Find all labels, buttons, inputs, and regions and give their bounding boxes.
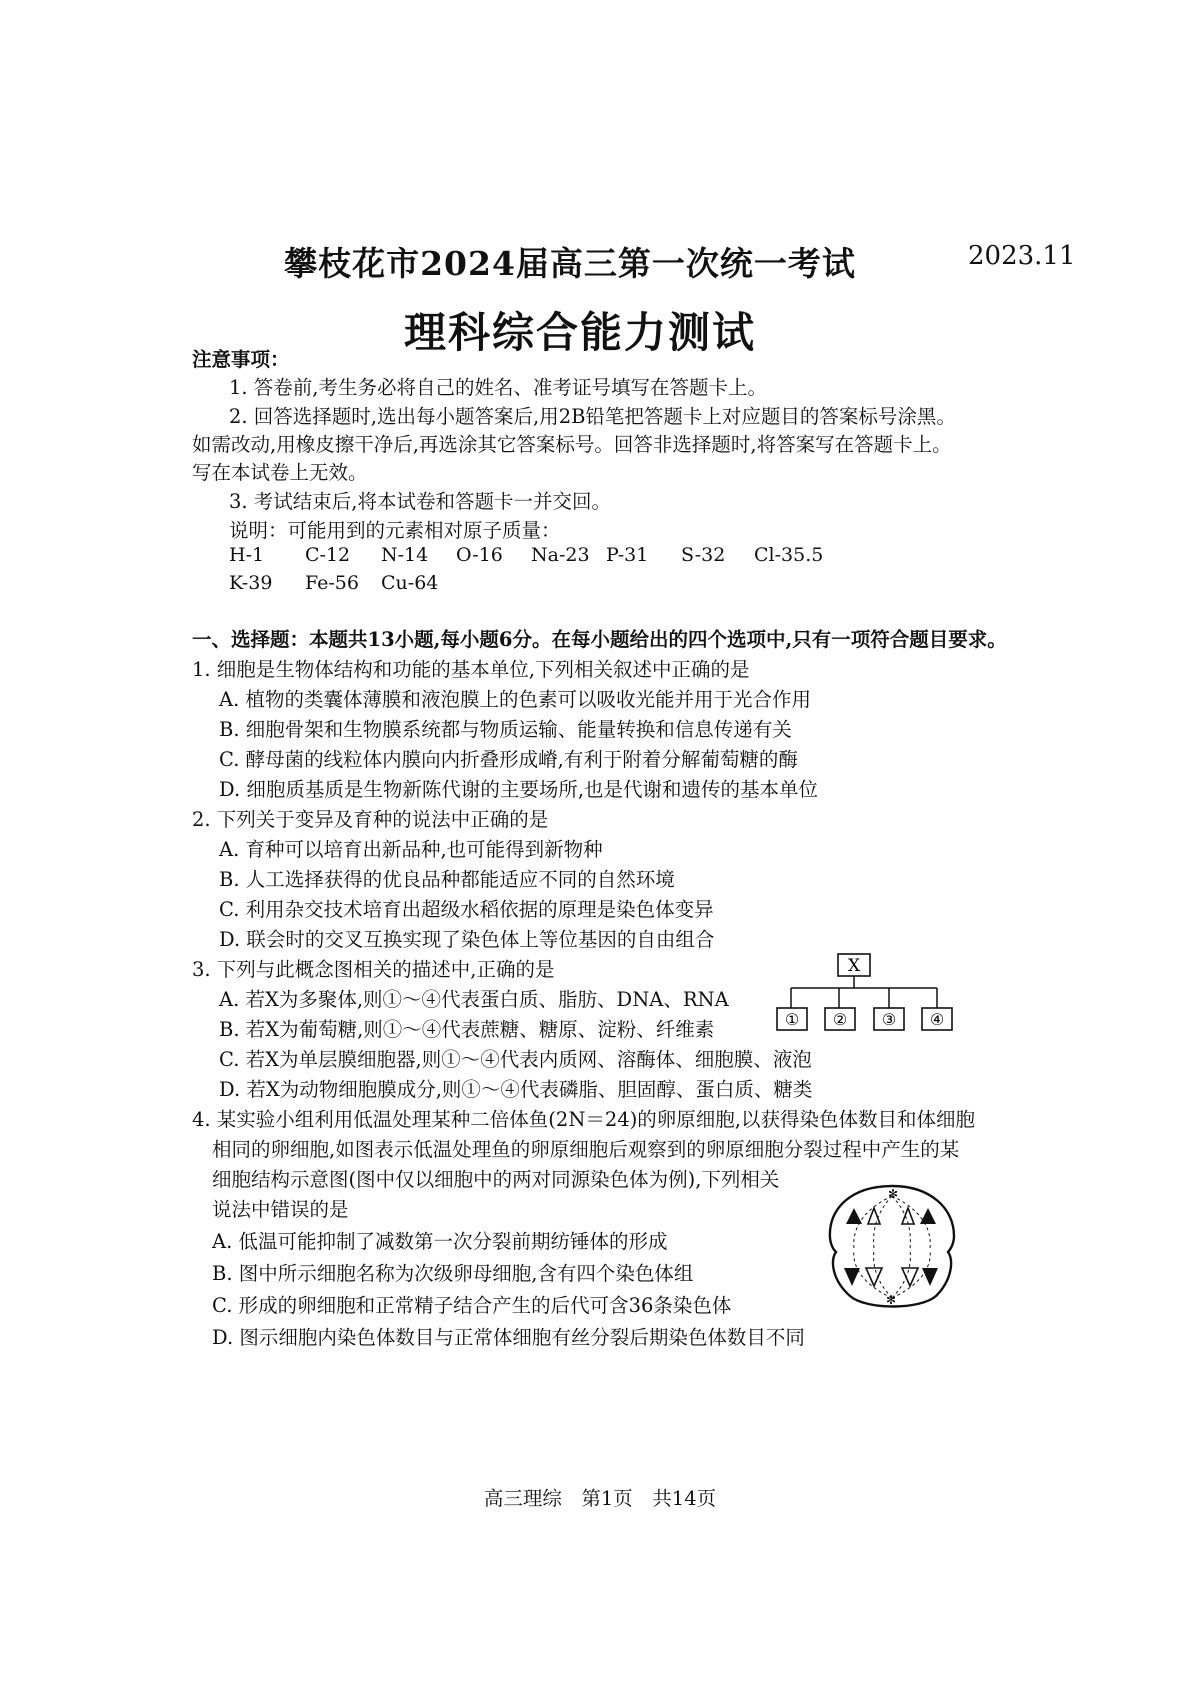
element-mass: S-32 [681, 544, 726, 566]
element-mass: Fe-56 [305, 572, 359, 594]
question-option: A. 若X为多聚体,则①～④代表蛋白质、脂肪、DNA、RNA [219, 988, 729, 1011]
question-stem: 4. 某实验小组利用低温处理某种二倍体鱼(2N＝24)的卵原细胞,以获得染色体数目和体细胞 [192, 1108, 975, 1131]
element-mass: C-12 [305, 544, 351, 566]
question-option: D. 若X为动物细胞膜成分,则①～④代表磷脂、胆固醇、蛋白质、糖类 [219, 1078, 813, 1101]
question-stem: 1. 细胞是生物体结构和功能的基本单位,下列相关叙述中正确的是 [192, 658, 750, 681]
cell-division-diagram [822, 1180, 962, 1315]
question-option: D. 图示细胞内染色体数目与正常体细胞有丝分裂后期染色体数目不同 [212, 1326, 805, 1349]
question-option: C. 若X为单层膜细胞器,则①～④代表内质网、溶酶体、细胞膜、液泡 [219, 1048, 812, 1071]
note-item: 2. 回答选择题时,选出每小题答案后,用2B铅笔把答题卡上对应题目的答案标号涂黑。 [229, 405, 956, 428]
question-option: C. 形成的卵细胞和正常精子结合产生的后代可含36条染色体 [212, 1294, 732, 1317]
exam-date: 2023.11 [968, 241, 1076, 271]
note-item: 写在本试卷上无效。 [192, 461, 368, 484]
question-option: D. 联会时的交叉互换实现了染色体上等位基因的自由组合 [219, 928, 715, 951]
question-stem: 相同的卵细胞,如图表示低温处理鱼的卵原细胞后观察到的卵原细胞分裂过程中产生的某 [212, 1138, 960, 1161]
question-option: B. 细胞骨架和生物膜系统都与物质运输、能量转换和信息传递有关 [219, 718, 792, 741]
question-option: D. 细胞质基质是生物新陈代谢的主要场所,也是代谢和遗传的基本单位 [219, 778, 819, 801]
element-mass: Cu-64 [381, 572, 439, 594]
element-mass: O-16 [456, 544, 503, 566]
question-stem: 3. 下列与此概念图相关的描述中,正确的是 [192, 958, 555, 981]
question-stem: 2. 下列关于变异及育种的说法中正确的是 [192, 808, 549, 831]
exam-title: 攀枝花市2024届高三第一次统一考试 [284, 244, 856, 283]
element-mass: P-31 [606, 544, 649, 566]
section-heading: 一、选择题：本题共13小题,每小题6分。在每小题给出的四个选项中,只有一项符合题目要求。 [192, 628, 1007, 651]
centrosome-bottom: ✻ [886, 1293, 897, 1307]
concept-root-label: X [847, 956, 861, 976]
question-option: A. 植物的类囊体薄膜和液泡膜上的色素可以吸收光能并用于光合作用 [219, 688, 811, 711]
question-option: C. 酵母菌的线粒体内膜向内折叠形成嵴,有利于附着分解葡萄糖的酶 [219, 748, 798, 771]
question-option: A. 低温可能抑制了减数第一次分裂前期纺锤体的形成 [212, 1230, 668, 1253]
chromosome [902, 1268, 918, 1286]
element-mass: H-1 [229, 544, 265, 566]
element-mass: N-14 [381, 544, 429, 566]
element-mass: K-39 [229, 572, 273, 594]
subject-title: 理科综合能力测试 [403, 308, 756, 357]
question-option: B. 人工选择获得的优良品种都能适应不同的自然环境 [219, 868, 675, 891]
concept-child-label: ① [784, 1010, 800, 1029]
note-item: 3. 考试结束后,将本试卷和答题卡一并交回。 [229, 490, 612, 513]
explanation-label: 说明：可能用到的元素相对原子质量： [229, 519, 561, 542]
question-stem: 说法中错误的是 [212, 1198, 349, 1221]
centrosome-top: ✻ [888, 1187, 899, 1201]
question-option: B. 若X为葡萄糖,则①～④代表蔗糖、糖原、淀粉、纤维素 [219, 1018, 715, 1041]
note-item: 1. 答卷前,考生务必将自己的姓名、准考证号填写在答题卡上。 [229, 376, 768, 399]
concept-child-label: ④ [929, 1010, 945, 1029]
question-option: C. 利用杂交技术培育出超级水稻依据的原理是染色体变异 [219, 898, 714, 921]
element-mass: Na-23 [531, 544, 590, 566]
chromosome [922, 1268, 938, 1286]
concept-child-label: ② [832, 1010, 848, 1029]
chromosome [866, 1268, 882, 1286]
chromosome [844, 1268, 860, 1286]
page-footer: 高三理综 第1页 共14页 [483, 1487, 717, 1510]
notes-heading: 注意事项： [192, 348, 290, 371]
question-option: B. 图中所示细胞名称为次级卵母细胞,含有四个染色体组 [212, 1262, 694, 1285]
note-item: 如需改动,用橡皮擦干净后,再选涂其它答案标号。回答非选择题时,将答案写在答题卡上。 [192, 433, 952, 456]
concept-child-label: ③ [881, 1010, 897, 1029]
cell-membrane [830, 1186, 954, 1307]
question-option: A. 育种可以培育出新品种,也可能得到新物种 [219, 838, 603, 861]
chromosome [920, 1208, 936, 1224]
question-stem: 细胞结构示意图(图中仅以细胞中的两对同源染色体为例),下列相关 [212, 1168, 780, 1191]
chromosome [846, 1208, 862, 1224]
concept-diagram [765, 950, 965, 1040]
element-mass: Cl-35.5 [754, 544, 824, 566]
